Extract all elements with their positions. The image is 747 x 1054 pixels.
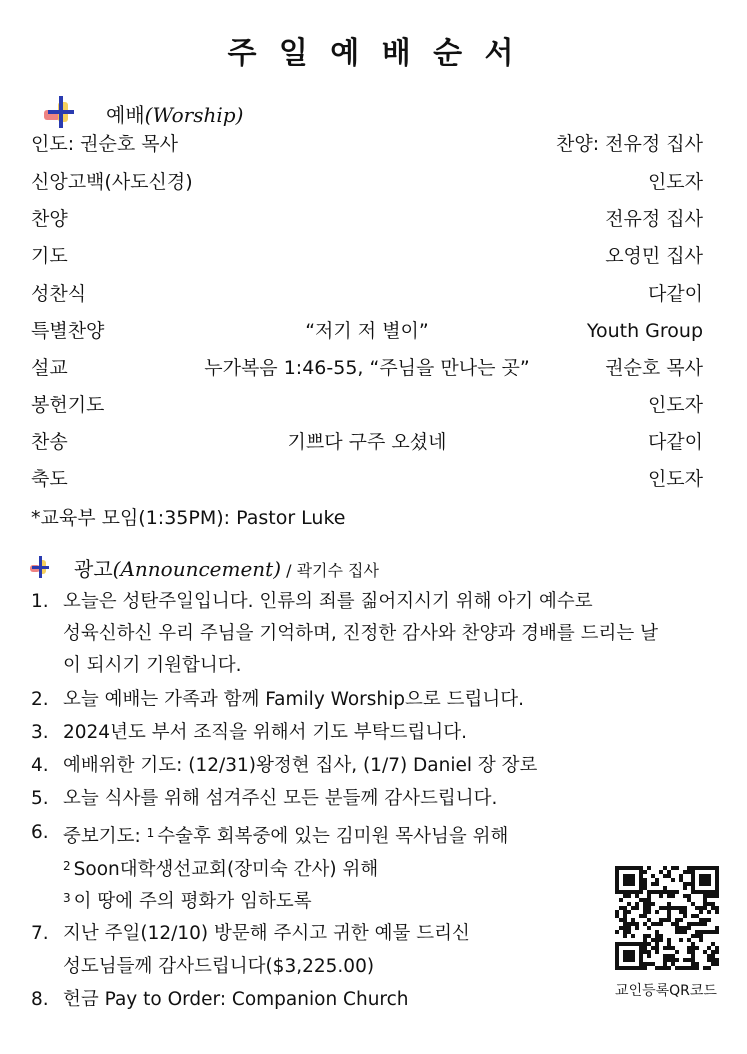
announcement-text: 성도님들께 감사드립니다($3,225.00) xyxy=(63,956,375,977)
announcement-number: 1. xyxy=(31,591,49,612)
worship-row xyxy=(31,353,703,383)
qr-code[interactable] xyxy=(611,866,723,970)
worship-row-left: 설교 xyxy=(31,357,68,379)
announcement-line xyxy=(31,618,731,650)
cross-icon xyxy=(30,556,52,580)
worship-row-center: 기쁘다 구주 오셨네 xyxy=(287,431,447,453)
announcement-superscript: 1 xyxy=(146,826,155,840)
worship-row xyxy=(31,241,703,271)
announcement-text: 오늘 식사를 위해 섬겨주신 모든 분들께 감사드립니다. xyxy=(63,788,498,809)
announcement-number: 5. xyxy=(31,788,49,809)
worship-row-right: 찬양: 전유정 집사 xyxy=(556,133,703,155)
worship-row-right: 권순호 목사 xyxy=(605,357,703,379)
announcement-heading xyxy=(30,553,379,582)
announcement-text: 지난 주일(12/10) 방문해 주시고 귀한 예물 드리신 xyxy=(63,923,470,944)
worship-row-left: 축도 xyxy=(31,468,68,490)
announcement-text: 헌금 Pay to Order: Companion Church xyxy=(63,989,409,1010)
announcement-text: 이 되시기 기원합니다. xyxy=(63,655,242,676)
worship-row-right: 다같이 xyxy=(647,283,703,305)
worship-row-right: 전유정 집사 xyxy=(605,208,703,230)
worship-row xyxy=(31,167,703,197)
announcement-superscript: 2 xyxy=(63,859,71,873)
announcement-heading-en: (Announcement) xyxy=(112,557,282,581)
worship-row xyxy=(31,129,703,159)
worship-row-right: 인도자 xyxy=(647,394,703,416)
announcement-heading-sub: / 곽기수 집사 xyxy=(281,561,379,580)
worship-heading-en: (Worship) xyxy=(144,102,244,127)
announcement-number: 8. xyxy=(31,989,49,1010)
worship-row-left: 성찬식 xyxy=(31,283,87,305)
announcement-text: 성육신하신 우리 주님을 기억하며, 진정한 감사와 찬양과 경배를 드리는 날 xyxy=(63,623,658,644)
qr-label: 교인등록QR코드 xyxy=(615,983,717,999)
worship-row-right: Youth Group xyxy=(586,320,703,342)
cross-icon xyxy=(42,96,78,130)
announcement-superscript: 3 xyxy=(63,891,71,905)
announcement-text: 이 땅에 주의 평화가 임하도록 xyxy=(73,891,312,912)
worship-heading xyxy=(42,96,243,130)
worship-row xyxy=(31,464,703,494)
announcement-line xyxy=(31,817,731,849)
worship-row-left: 인도: 권순호 목사 xyxy=(31,133,178,155)
announcement-line xyxy=(31,684,731,716)
worship-row-right: 인도자 xyxy=(647,171,703,193)
announcement-number: 4. xyxy=(31,755,49,776)
worship-row-left: 찬송 xyxy=(31,431,68,453)
announcement-number: 6. xyxy=(31,822,49,843)
worship-row xyxy=(31,427,703,457)
announcement-text: 수술후 회복중에 있는 김미원 목사님을 위해 xyxy=(157,826,509,847)
announcement-line xyxy=(31,650,731,682)
announcement-prefix: 중보기도: xyxy=(63,826,147,847)
announcement-heading-kr: 광고 xyxy=(74,557,113,581)
announcement-number: 7. xyxy=(31,923,49,944)
worship-heading-kr: 예배 xyxy=(106,102,145,127)
worship-row-right: 인도자 xyxy=(647,468,703,490)
announcement-text: 오늘은 성탄주일입니다. 인류의 죄를 짊어지시기 위해 아기 예수로 xyxy=(63,591,593,612)
announcement-number: 2. xyxy=(31,689,49,710)
announcement-line xyxy=(31,783,731,815)
worship-row-left: 기도 xyxy=(31,245,68,267)
worship-row-center: “저기 저 별이” xyxy=(305,320,429,342)
announcement-line xyxy=(31,586,731,618)
announcement-text: 2024년도 부서 조직을 위해서 기도 부탁드립니다. xyxy=(63,722,468,743)
worship-row-left: 봉헌기도 xyxy=(31,394,105,416)
worship-row-right: 오영민 집사 xyxy=(605,245,703,267)
worship-row-left: 신앙고백(사도신경) xyxy=(31,171,193,193)
worship-row xyxy=(31,279,703,309)
worship-row-center: 누가복음 1:46-55, “주님을 만나는 곳” xyxy=(204,357,530,379)
worship-row-right: 다같이 xyxy=(647,431,703,453)
worship-row xyxy=(31,316,703,346)
announcement-line xyxy=(31,717,731,749)
announcement-text: 오늘 예배는 가족과 함께 Family Worship으로 드립니다. xyxy=(63,689,525,710)
page-title: 주 일 예 배 순 서 xyxy=(227,36,520,71)
worship-row xyxy=(31,204,703,234)
worship-row xyxy=(31,390,703,420)
worship-row-left: 찬양 xyxy=(31,208,68,230)
worship-row-left: 특별찬양 xyxy=(31,320,105,342)
announcement-number: 3. xyxy=(31,722,49,743)
education-meeting-note: *교육부 모임(1:35PM): Pastor Luke xyxy=(31,507,346,529)
announcement-text: 예배위한 기도: (12/31)왕정현 집사, (1/7) Daniel 장 장로 xyxy=(63,755,538,776)
announcement-text: Soon대학생선교회(장미숙 간사) 위해 xyxy=(73,859,379,880)
announcement-line xyxy=(31,750,731,782)
